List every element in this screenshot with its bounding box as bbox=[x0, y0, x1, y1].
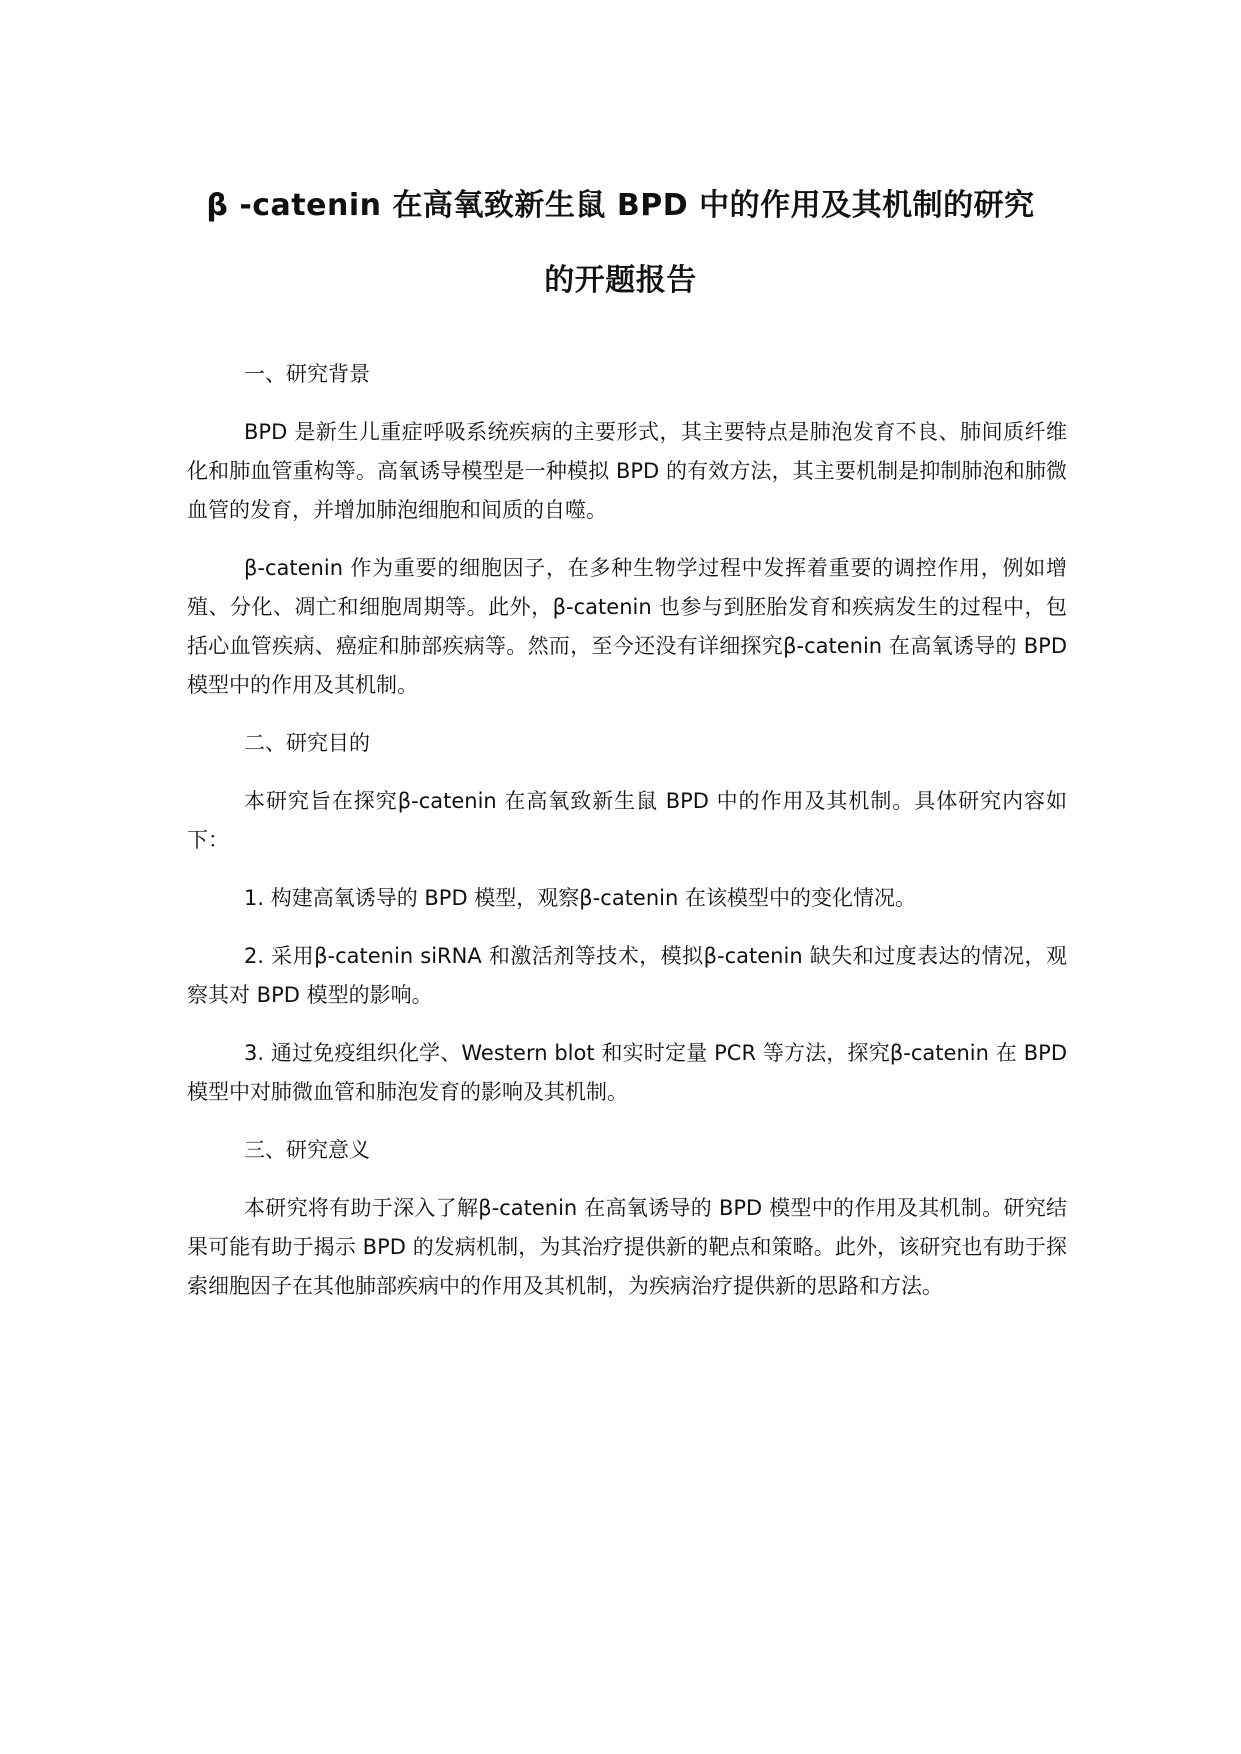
purpose-item-2: 2. 采用β-catenin siRNA 和激活剂等技术，模拟β-catenin 缺失和过度表达的情况，观察其对 BPD 模型的影响。 bbox=[187, 944, 1067, 1007]
purpose-item-3: 3. 通过免疫组织化学、Western blot 和实时定量 PCR 等方法，探究β-catenin 在 BPD 模型中对肺微血管和肺泡发育的影响及其机制。 bbox=[187, 1041, 1067, 1104]
purpose-item-1: 1. 构建高氧诱导的 BPD 模型，观察β-catenin 在该模型中的变化情况。 bbox=[244, 886, 916, 910]
document-title-line-1: β -catenin 在高氧致新生鼠 BPD 中的作用及其机制的研究 bbox=[206, 188, 1035, 223]
section-heading-purpose: 二、研究目的 bbox=[244, 731, 370, 755]
background-paragraph-1: BPD 是新生儿重症呼吸系统疾病的主要形式，其主要特点是肺泡发育不良、肺间质纤维化和肺血管重构等。高氧诱导模型是一种模拟 BPD 的有效方法，其主要机制是抑制肺泡和肺微血管的发育，并增加肺泡细胞和间质的自噬。 bbox=[187, 420, 1067, 522]
section-heading-significance: 三、研究意义 bbox=[244, 1138, 370, 1162]
significance-paragraph: 本研究将有助于深入了解β-catenin 在高氧诱导的 BPD 模型中的作用及其机制。研究结果可能有助于揭示 BPD 的发病机制，为其治疗提供新的靶点和策略。此外，该研究也有助于探索细胞因子在其他肺部疾病中的作用及其机制，为疾病治疗提供新的思路和方法。 bbox=[187, 1196, 1067, 1298]
section-heading-background: 一、研究背景 bbox=[244, 362, 370, 386]
purpose-intro-paragraph: 本研究旨在探究β-catenin 在高氧致新生鼠 BPD 中的作用及其机制。具体研究内容如下： bbox=[187, 789, 1067, 852]
document-title-line-2: 的开题报告 bbox=[544, 263, 697, 298]
background-paragraph-2: β-catenin 作为重要的细胞因子，在多种生物学过程中发挥着重要的调控作用，例如增殖、分化、凋亡和细胞周期等。此外，β-catenin 也参与到胚胎发育和疾病发生的过程中，包括心血管疾病、癌症和肺部疾病等。然而，至今还没有详细探究β-catenin 在高氧诱导的 BPD 模型中的作用及其机制。 bbox=[187, 556, 1067, 697]
document-body bbox=[187, 355, 1067, 1325]
